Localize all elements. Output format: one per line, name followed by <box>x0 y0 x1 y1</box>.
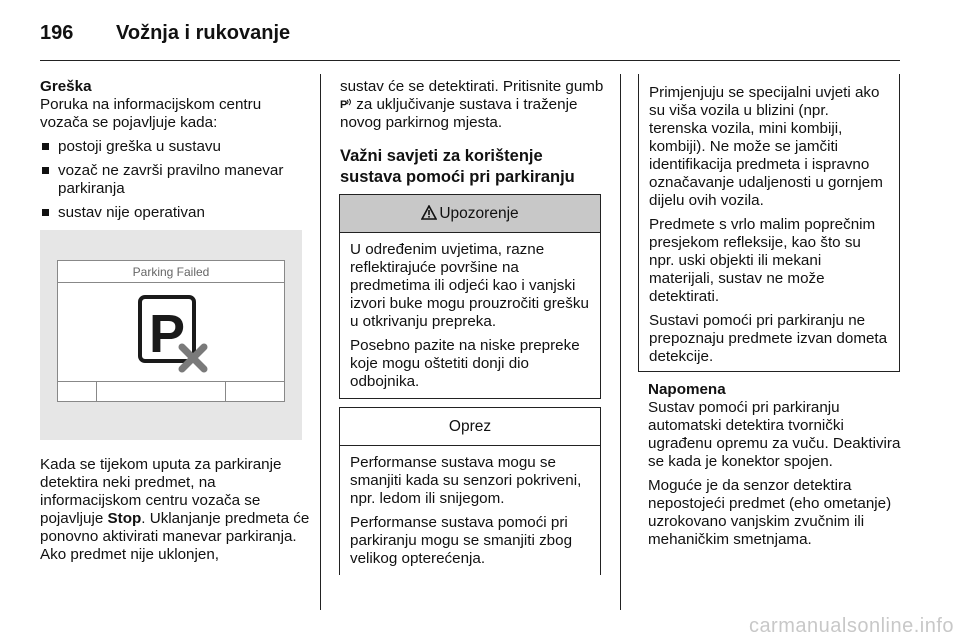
list-item: postoji greška u sustavu <box>40 138 308 156</box>
caution-title: Oprez <box>448 418 492 435</box>
page-number: 196 <box>40 22 74 44</box>
list-item: vozač ne završi pravilno manevar parkiranja <box>40 162 308 198</box>
caution-paragraph: Performanse sustava mogu se smanjiti kada su senzori pokriveni, npr. ledom ili snijegom. <box>350 454 582 507</box>
column-1-top <box>40 78 308 228</box>
caution-box <box>339 407 601 575</box>
display-softkey-bar <box>58 381 284 401</box>
note-paragraph: Moguće je da senzor detektira nepostojeći predmet (eho ometanje) uzrokovano vanjskim zvučnim ili mehaničkim smetnjama. <box>648 477 892 548</box>
column-divider-2 <box>620 74 621 610</box>
error-conditions-list <box>40 138 308 222</box>
chapter-title: Vožnja i rukovanje <box>116 22 291 44</box>
svg-text:P: P <box>148 304 186 364</box>
warning-paragraph: Posebno pazite na niske prepreke koje mogu oštetiti donji dio odbojnika. <box>350 337 580 390</box>
caution-paragraph: Predmete s vrlo malim poprečnim presjekom refleksije, kao što su npr. uski objekti ili mekani materijali, sustav ne može detektirati. <box>649 216 876 305</box>
list-item: sustav nije operativan <box>40 204 308 222</box>
note-heading: Napomena <box>648 381 726 398</box>
caution-paragraph: Primjenjuju se specijalni uvjeti ako su viša vozila u blizini (npr. terenska vozila, mini kombiji, kombiji). Ne može se jamčiti identifikacija predmeta i ispravno označavanje udaljenosti u gornjem dijelu ovih vozila. <box>649 84 883 209</box>
warning-title: Upozorenje <box>439 205 519 222</box>
caution-paragraph: Performanse sustava pomoći pri parkiranju mogu se smanjiti zbog velikog opterećenja. <box>350 514 573 567</box>
parking-failed-figure <box>40 230 302 440</box>
page-header <box>40 16 900 56</box>
warning-paragraph: U određenim uvjetima, razne reflektirajuće površine na predmetima ili odjeći kao i vanjski izvori buke mogu prouzročiti grešku u otkrivanju prepreka. <box>350 241 589 330</box>
caution-continued-body <box>639 74 899 378</box>
error-heading: Greška <box>40 78 92 95</box>
column-2 <box>340 78 604 200</box>
parking-failed-icon <box>138 295 210 375</box>
driver-info-display <box>57 260 285 402</box>
warning-box <box>339 194 601 399</box>
watermark: carmanualsonline.info <box>748 615 954 637</box>
stop-paragraph: Kada se tijekom uputa za parkiranje detektira neki predmet, na informacijskom centru vozača se pojavljuje Stop. Uklanjanje predmeta će ponovno aktivirati manevar parkiranja. Ako predmet nije uklonjen, <box>40 456 310 563</box>
caution-box-header <box>340 408 600 446</box>
column-1-bottom <box>40 456 312 570</box>
warning-triangle-icon <box>421 205 437 220</box>
header-divider <box>40 60 900 61</box>
svg-text:P: P <box>340 99 348 111</box>
warning-box-body <box>340 233 600 403</box>
stop-keyword: Stop <box>107 510 142 527</box>
section-heading: Važni savjeti za korištenje sustava pomoći pri parkiranju <box>340 147 575 186</box>
display-title: Parking Failed <box>58 261 284 283</box>
error-intro: Poruka na informacijskom centru vozača se pojavljuje kada: <box>40 96 262 131</box>
note-paragraph: Sustav pomoći pri parkiranju automatski detektira tvornički ugrađenu opremu za vuču. Deaktivira se kada je konektor spojen. <box>648 399 901 470</box>
note-section <box>648 381 904 555</box>
caution-box-continued <box>638 74 900 372</box>
column-divider-1 <box>320 74 321 610</box>
warning-box-header <box>340 195 600 233</box>
caution-box-body <box>340 446 600 580</box>
parking-assist-button-icon <box>340 97 352 111</box>
caution-paragraph: Sustavi pomoći pri parkiranju ne prepoznaju predmete izvan dometa detekcije. <box>649 312 888 365</box>
continued-paragraph: sustav će se detektirati. Pritisnite gumb P za uključivanje sustava i traženje novog parkirnog mjesta. <box>340 78 604 131</box>
